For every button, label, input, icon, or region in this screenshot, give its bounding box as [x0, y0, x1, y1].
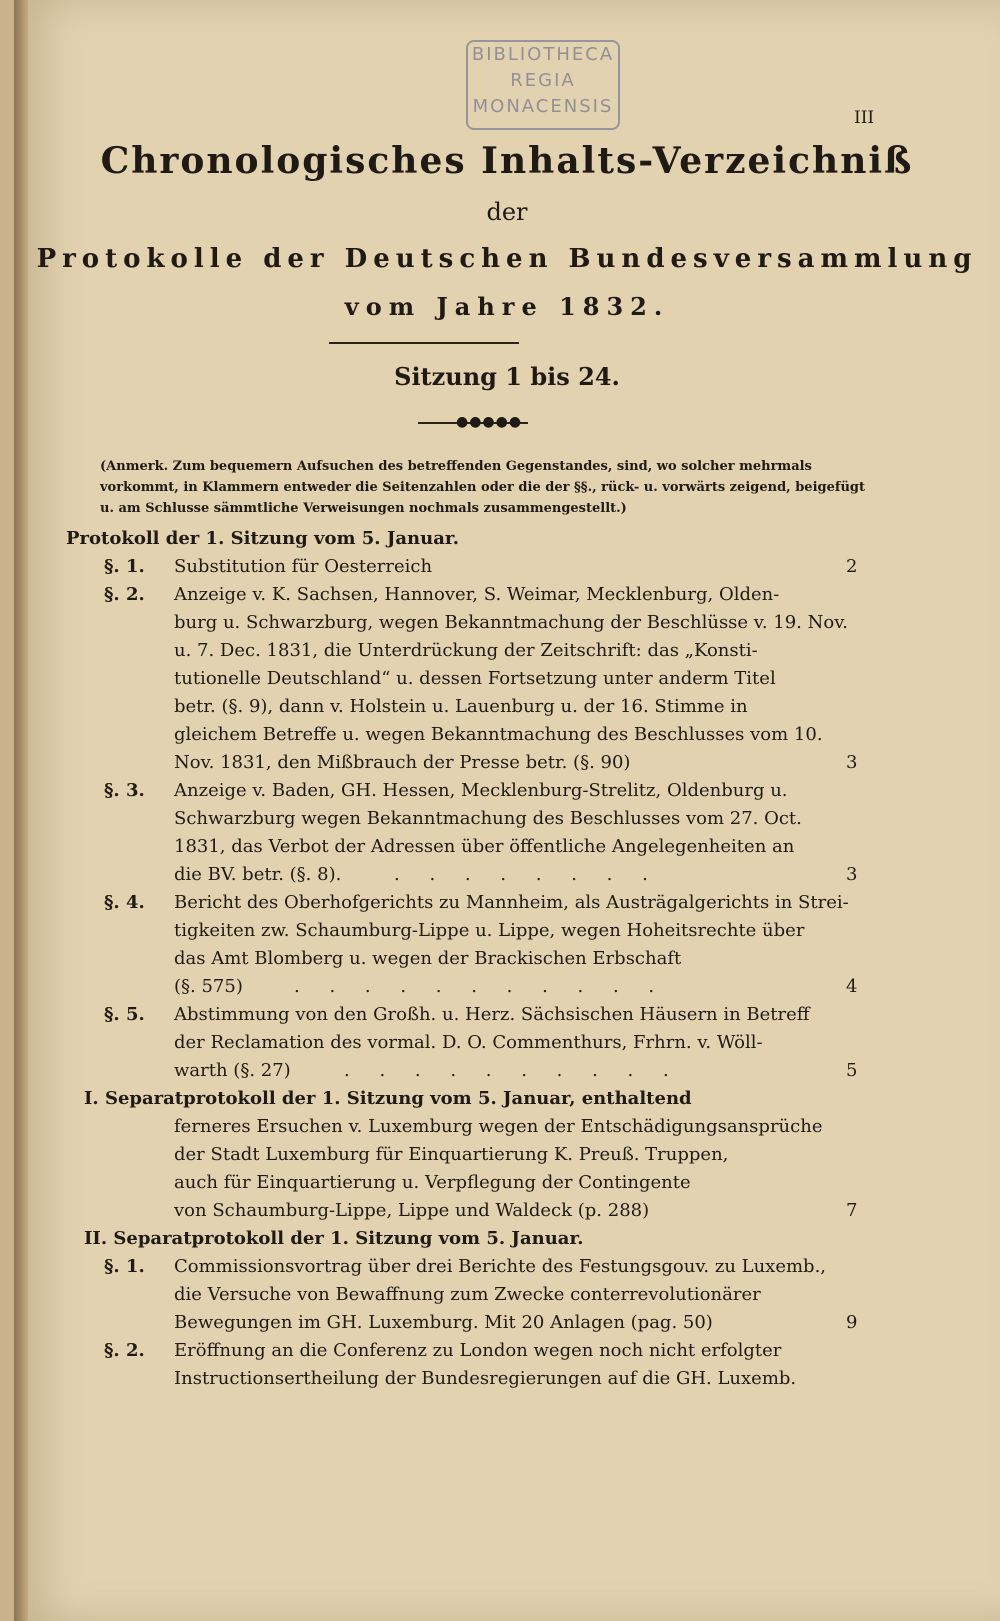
entry-text: (§. 575) — [174, 976, 243, 997]
entry-paragraph: §. 2. — [104, 1340, 145, 1361]
entry-text: Abstimmung von den Großh. u. Herz. Sächsischen Häusern in Betreff — [174, 1004, 810, 1025]
subtitle-protocols: Protokolle der Deutschen Bundesversammlung — [36, 244, 978, 274]
entry-text: das Amt Blomberg u. wegen der Brackischen Erbschaft — [174, 948, 682, 969]
leader-dots: . . . . . . . . — [394, 864, 660, 885]
stamp-line-3: MONACENSIS — [472, 96, 614, 117]
entry-heading: I. Separatprotokoll der 1. Sitzung vom 5. Januar, enthaltend — [84, 1088, 692, 1109]
entry-paragraph: §. 4. — [104, 892, 145, 913]
entry-paragraph: §. 3. — [104, 780, 145, 801]
entry-paragraph: §. 1. — [104, 556, 145, 577]
leader-dots: . . . . . . . . . . — [344, 1060, 681, 1081]
ornament-divider: ●●●●● — [418, 420, 528, 426]
entry-text: ferneres Ersuchen v. Luxemburg wegen der Entschädigungsansprüche — [174, 1116, 823, 1137]
page-title: Chronologisches Inhalts-Verzeichniß — [100, 140, 914, 182]
entry-paragraph: §. 1. — [104, 1256, 145, 1277]
entry-text: die BV. betr. (§. 8). — [174, 864, 342, 885]
page-number: III — [854, 108, 875, 128]
entry-text: betr. (§. 9), dann v. Holstein u. Lauenburg u. der 16. Stimme in — [174, 696, 748, 717]
entry-text: warth (§. 27) — [174, 1060, 291, 1081]
entry-page: 7 — [846, 1200, 858, 1221]
entry-text: Anzeige v. K. Sachsen, Hannover, S. Weimar, Mecklenburg, Olden- — [174, 584, 780, 605]
entry-page: 9 — [846, 1312, 858, 1333]
entry-text: der Reclamation des vormal. D. O. Commenthurs, Frhrn. v. Wöll- — [174, 1032, 763, 1053]
entry-page: 2 — [846, 556, 858, 577]
entry-text: Substitution für Oesterreich — [174, 556, 433, 577]
entry-text: Bewegungen im GH. Luxemburg. Mit 20 Anlagen (pag. 50) — [174, 1312, 713, 1333]
entry-text: Commissionsvortrag über drei Berichte des Festungsgouv. zu Luxemb., — [174, 1256, 827, 1277]
entry-page: 4 — [846, 976, 858, 997]
editorial-note: (Anmerk. Zum bequemern Aufsuchen des betreffenden Gegenstandes, sind, wo solcher mehrmals vorkommt, in Klammern entweder die Seitenzahlen oder die der §§., rück- u. vorwärts zeigend, beigefügt u. am Schlusse sämmtliche Verweisungen nochmals zusammengestellt.) — [100, 459, 866, 516]
entry-text: Schwarzburg wegen Bekanntmachung des Beschlusses vom 27. Oct. — [174, 808, 802, 829]
leader-dots: . . . . . . . . . . . — [294, 976, 667, 997]
entry-text: von Schaumburg-Lippe, Lippe und Waldeck (p. 288) — [174, 1200, 650, 1221]
subtitle-der: der — [486, 198, 528, 226]
entry-paragraph: §. 2. — [104, 584, 145, 605]
session-range: Sitzung 1 bis 24. — [394, 362, 620, 391]
entry-text: burg u. Schwarzburg, wegen Bekanntmachung der Beschlüsse v. 19. Nov. — [174, 612, 848, 633]
entry-text: der Stadt Luxemburg für Einquartierung K. Preuß. Truppen, — [174, 1144, 729, 1165]
entry-page: 3 — [846, 864, 858, 885]
entry-text: tigkeiten zw. Schaumburg-Lippe u. Lippe, wegen Hoheitsrechte über — [174, 920, 805, 941]
entry-page: 5 — [846, 1060, 858, 1081]
entry-text: Instructionsertheilung der Bundesregierungen auf die GH. Luxemb. — [174, 1368, 797, 1389]
entry-page: 3 — [846, 752, 858, 773]
document-page — [14, 0, 1000, 1621]
entry-text: tutionelle Deutschland“ u. dessen Fortsetzung unter anderm Titel — [174, 668, 776, 689]
entry-text: u. 7. Dec. 1831, die Unterdrückung der Zeitschrift: das „Konsti- — [174, 640, 758, 661]
entry-text: 1831, das Verbot der Adressen über öffentliche Angelegenheiten an — [174, 836, 795, 857]
entry-text: Anzeige v. Baden, GH. Hessen, Mecklenburg-Strelitz, Oldenburg u. — [174, 780, 788, 801]
stamp-line-2: REGIA — [510, 70, 576, 91]
entry-text: Eröffnung an die Conferenz zu London wegen noch nicht erfolgter — [174, 1340, 782, 1361]
library-stamp — [466, 40, 620, 130]
entry-heading: II. Separatprotokoll der 1. Sitzung vom 5. Januar. — [84, 1228, 584, 1249]
stamp-line-1: BIBLIOTHECA — [471, 44, 615, 65]
entry-heading: Protokoll der 1. Sitzung vom 5. Januar. — [66, 528, 459, 549]
entry-text: Bericht des Oberhofgerichts zu Mannheim, als Austrägalgerichts in Strei- — [174, 892, 849, 913]
entry-text: Nov. 1831, den Mißbrauch der Presse betr. (§. 90) — [174, 752, 631, 773]
subtitle-year: vom Jahre 1832. — [344, 292, 670, 321]
entry-text: gleichem Betreffe u. wegen Bekanntmachung des Beschlusses vom 10. — [174, 724, 823, 745]
entry-text: auch für Einquartierung u. Verpflegung der Contingente — [174, 1172, 691, 1193]
entry-text: die Versuche von Bewaffnung zum Zwecke conterrevolutionärer — [174, 1284, 761, 1305]
title-rule — [329, 342, 519, 344]
entry-paragraph: §. 5. — [104, 1004, 145, 1025]
